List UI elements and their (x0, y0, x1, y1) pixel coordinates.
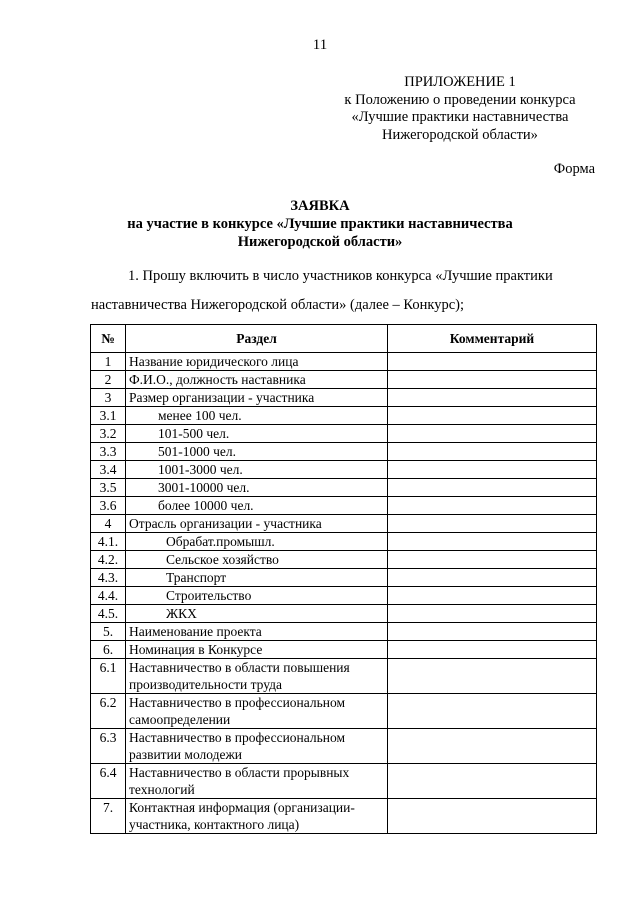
table-row (91, 497, 597, 515)
table-row (91, 443, 597, 461)
row-section: Название юридического лица (126, 353, 388, 371)
row-section: 501-1000 чел. (126, 443, 388, 461)
row-comment[interactable] (388, 799, 597, 834)
application-table (90, 324, 597, 834)
intro-line: наставничества Нижегородской области» (далее – Конкурс); (91, 297, 465, 313)
row-number: 4.1. (91, 533, 126, 551)
row-number: 6.1 (91, 659, 126, 694)
row-comment[interactable] (388, 729, 597, 764)
intro-paragraph (91, 262, 596, 320)
form-label: Форма (553, 161, 595, 177)
row-section (126, 764, 388, 799)
row-section: 1001-3000 чел. (126, 461, 388, 479)
row-number: 6.2 (91, 694, 126, 729)
header-comment: Комментарий (388, 325, 597, 353)
row-number: 4.2. (91, 551, 126, 569)
title-line: Нижегородской области» (237, 234, 403, 250)
row-comment[interactable] (388, 587, 597, 605)
row-number: 1 (91, 353, 126, 371)
row-section: 101-500 чел. (126, 425, 388, 443)
row-section: Транспорт (126, 569, 388, 587)
row-comment[interactable] (388, 389, 597, 407)
title-line: ЗАЯВКА (290, 198, 350, 214)
row-section-line: участника, контактного лица) (129, 817, 300, 832)
row-number: 3.4 (91, 461, 126, 479)
row-comment[interactable] (388, 461, 597, 479)
table-row (91, 694, 597, 729)
row-number: 2 (91, 371, 126, 389)
row-section: более 10000 чел. (126, 497, 388, 515)
appendix-line: ПРИЛОЖЕНИЕ 1 (404, 74, 516, 90)
table-row (91, 425, 597, 443)
row-number: 4.3. (91, 569, 126, 587)
row-number: 3.5 (91, 479, 126, 497)
row-number: 4.4. (91, 587, 126, 605)
table-row (91, 461, 597, 479)
row-comment[interactable] (388, 533, 597, 551)
row-section-line: Наставничество в профессиональном (129, 730, 346, 745)
table-row (91, 729, 597, 764)
row-comment[interactable] (388, 764, 597, 799)
row-section-line: Контактная информация (организации- (129, 800, 355, 815)
table-header-row (91, 325, 597, 353)
row-number: 3 (91, 389, 126, 407)
row-section: Ф.И.О., должность наставника (126, 371, 388, 389)
row-section-line: Наставничество в профессиональном (129, 695, 346, 710)
row-section: менее 100 чел. (126, 407, 388, 425)
row-number: 3.2 (91, 425, 126, 443)
row-section-line: самоопределении (129, 712, 231, 727)
title-line: на участие в конкурсе «Лучшие практики наставничества (127, 216, 513, 232)
row-comment[interactable] (388, 443, 597, 461)
row-number: 4 (91, 515, 126, 533)
header-section: Раздел (126, 325, 388, 353)
table-row (91, 799, 597, 834)
row-comment[interactable] (388, 694, 597, 729)
row-comment[interactable] (388, 623, 597, 641)
page-number: 11 (312, 37, 328, 53)
table-row (91, 371, 597, 389)
row-comment[interactable] (388, 659, 597, 694)
row-section: Строительство (126, 587, 388, 605)
row-number: 6.3 (91, 729, 126, 764)
row-comment[interactable] (388, 479, 597, 497)
row-section-line: Наставничество в области повышения (129, 660, 350, 675)
row-section-line: технологий (129, 782, 195, 797)
appendix-line: к Положению о проведении конкурса (344, 91, 576, 108)
row-number: 3.6 (91, 497, 126, 515)
row-number: 4.5. (91, 605, 126, 623)
row-section-line: Наставничество в области прорывных (129, 765, 350, 780)
row-comment[interactable] (388, 605, 597, 623)
row-section: Отрасль организации - участника (126, 515, 388, 533)
table-row (91, 659, 597, 694)
row-section-line: производительности труда (129, 677, 283, 692)
row-comment[interactable] (388, 551, 597, 569)
intro-line: 1. Прошу включить в число участников конкурса «Лучшие практики (128, 268, 553, 284)
row-number: 3.1 (91, 407, 126, 425)
appendix-line: «Лучшие практики наставничества (351, 109, 569, 125)
table-row (91, 764, 597, 799)
header-number: № (91, 325, 126, 353)
row-section: Обрабат.промышл. (126, 533, 388, 551)
table-row (91, 389, 597, 407)
table-row (91, 353, 597, 371)
row-comment[interactable] (388, 353, 597, 371)
row-section (126, 799, 388, 834)
table-row (91, 569, 597, 587)
appendix-header (310, 74, 610, 144)
row-section: Размер организации - участника (126, 389, 388, 407)
table-row (91, 407, 597, 425)
row-section: Наименование проекта (126, 623, 388, 641)
row-number: 6. (91, 641, 126, 659)
appendix-line: Нижегородской области» (382, 126, 538, 143)
row-section (126, 729, 388, 764)
table-row (91, 587, 597, 605)
row-comment[interactable] (388, 371, 597, 389)
table-row (91, 551, 597, 569)
row-section: ЖКХ (126, 605, 388, 623)
row-comment[interactable] (388, 569, 597, 587)
row-section (126, 694, 388, 729)
table-row (91, 479, 597, 497)
row-section: Номинация в Конкурсе (126, 641, 388, 659)
row-comment[interactable] (388, 407, 597, 425)
row-section-line: развитии молодежи (129, 747, 243, 762)
row-section (126, 659, 388, 694)
document-title (0, 197, 640, 251)
table-row (91, 623, 597, 641)
row-comment[interactable] (388, 425, 597, 443)
row-comment[interactable] (388, 641, 597, 659)
row-number: 3.3 (91, 443, 126, 461)
row-number: 6.4 (91, 764, 126, 799)
table-row (91, 515, 597, 533)
table-row (91, 533, 597, 551)
row-comment[interactable] (388, 497, 597, 515)
row-comment[interactable] (388, 515, 597, 533)
row-number: 7. (91, 799, 126, 834)
row-number: 5. (91, 623, 126, 641)
row-section: Сельское хозяйство (126, 551, 388, 569)
table-row (91, 605, 597, 623)
row-section: 3001-10000 чел. (126, 479, 388, 497)
table-row (91, 641, 597, 659)
